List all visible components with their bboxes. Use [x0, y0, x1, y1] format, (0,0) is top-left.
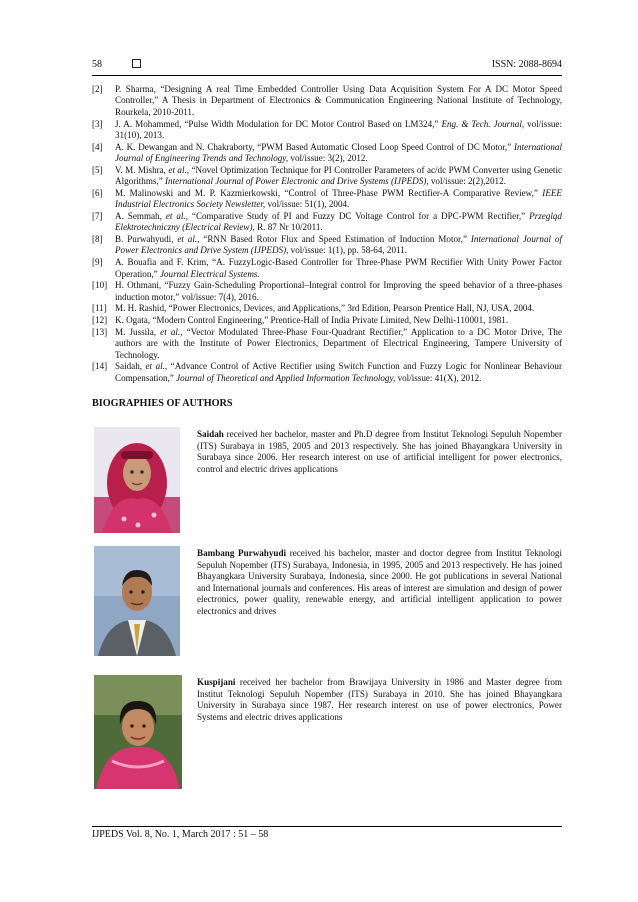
reference-number: [9]	[92, 257, 103, 268]
reference-venue: Przegląd Elektrotechniczny (Electrical Review)	[115, 210, 562, 233]
reference-text: Saidah,	[115, 361, 146, 372]
reference-text: , R. 87 Nr 10/2011.	[252, 222, 323, 233]
page-footer: IJPEDS Vol. 8, No. 1, March 2017 : 51 – 58	[92, 829, 269, 840]
author-photo-icon	[94, 546, 180, 656]
reference-number: [14]	[92, 361, 108, 372]
reference-text: vol/issue: 51(1), 2004.	[265, 199, 350, 210]
reference-number: [10]	[92, 280, 108, 291]
author-bio-text-3	[197, 677, 562, 723]
reference-text: , “Vector Modulated Three-Phase Four-Quadrant Rectifier,” Application to a DC Motor Drive, The authors are with the Institute of Power Electronics, Department of Electrical Engineering, Tampere University of Technology.	[115, 326, 562, 360]
reference-text: vol/issue: 41(X), 2012.	[395, 372, 482, 383]
reference-venue: et al.	[165, 210, 186, 221]
author-name-1: Saidah	[197, 429, 224, 439]
author-name-3: Kuspijani	[197, 677, 236, 687]
reference-text: K. Ogata, “Modern Control Engineering,” Prentice-Hall of India Private Limited, New Delhi-110001, 1981.	[115, 315, 509, 326]
author-description-2: received his bachelor, master and doctor degree from Institut Teknologi Sepuluh Nopember (ITS) Surabaya, Indonesia, in 1995, 2005 and 2013 respectively. He has joined Bhayangkara University Surabaya, Indonesia, since 2000. He got publications in several National and International journals and conferences. His areas of interest are simulation and design of power electronics, power quality, renewable energy, and artificial intelligent application to power electronics and drives	[197, 548, 562, 616]
reference-text: H. Othmani, “Fuzzy Gain-Scheduling Proportional–Integral control for Improving the speed behavior of a three-phases induction motor,” vol/issue: 7(4), 2016.	[115, 280, 562, 302]
reference-venue: International Journal of Power Electronics and Drive System (IJPEDS),	[115, 234, 562, 256]
author-photo-icon	[94, 427, 180, 533]
author-photo-icon	[94, 675, 182, 789]
reference-number: [2]	[92, 84, 103, 94]
author-bio-text-1	[197, 429, 562, 475]
issn-label: ISSN: 2088-8694	[491, 59, 562, 70]
biographies-heading: BIOGRAPHIES OF AUTHORS	[92, 398, 233, 409]
reference-venue: et al.	[145, 361, 165, 372]
reference-item	[92, 361, 562, 384]
author-bio-text-2	[197, 548, 562, 618]
reference-text: vol/issue: 2(2),2012.	[428, 176, 506, 187]
reference-text: A. Semmah,	[115, 210, 166, 221]
reference-number: [13]	[92, 326, 108, 337]
page-number: 58	[92, 59, 102, 70]
author-photo-3	[94, 675, 182, 789]
author-photo-1	[94, 427, 180, 533]
reference-number: [8]	[92, 234, 103, 245]
reference-item	[92, 303, 562, 314]
reference-venue: Eng. & Tech. Journal,	[441, 118, 525, 129]
reference-venue: Journal of Theoretical and Applied Information Technology,	[176, 372, 396, 383]
author-description-1: received her bachelor, master and Ph.D degree from Institut Teknologi Sepuluh Nopember (ITS) Surabaya in 1985, 2005 and 2013 respectively. She has joined Bhayangkara University in Surabaya since 2006. Her research interest on use of artificial intelligent for power electronics, control and electric drives applications	[197, 429, 562, 474]
reference-text: , “Comparative Study of PI and Fuzzy DC Voltage Control for a DPC-PWM Rectifier,”	[185, 210, 530, 221]
reference-item	[92, 142, 562, 165]
reference-text: , “Advance Control of Active Rectifier using Switch Function and Fuzzy Logic for Nonlinear Behaviour Compensation,”	[115, 361, 562, 383]
reference-number: [3]	[92, 118, 103, 129]
reference-item	[92, 280, 562, 303]
reference-text: ., “Novel Optimization Technique for PI Controller Parameters of ac/dc PWM Converter using Genetic Algorithms,”	[115, 164, 563, 187]
reference-item	[92, 165, 562, 188]
reference-number: [5]	[92, 164, 103, 175]
reference-list	[92, 84, 562, 384]
author-description-3: received her bachelor from Brawijaya University in 1986 and Master degree from Institut Teknologi Sepuluh Nopember (ITS) Surabaya in 2010. She has joined Bhayangkara University in Surabaya since 1987. Her research interest on use of power electronics, Power Systems and electric drives applications	[197, 677, 562, 722]
reference-venue: International Journal of Engineering Trends and Technology,	[115, 141, 562, 164]
reference-text: vol/issue: 1(1), pp. 58-64, 2011.	[288, 245, 408, 256]
footer-rule	[92, 826, 562, 827]
reference-number: [12]	[92, 315, 108, 326]
square-bullet-icon	[132, 59, 141, 68]
reference-text: M. H. Rashid, “Power Electronics, Devices, and Applications,” 3rd Edition, Pearson Prentice Hall, NJ, USA, 2004.	[115, 303, 535, 314]
reference-venue: et al.	[160, 326, 181, 337]
reference-venue: et al.	[177, 234, 198, 245]
reference-number: [6]	[92, 187, 103, 198]
reference-number: [11]	[92, 303, 107, 314]
reference-item	[92, 211, 562, 234]
reference-text: A. K. Dewangan and N. Chakraborty, “PWM Based Automatic Closed Loop Speed Control of DC Motor,”	[115, 141, 514, 152]
reference-number: [7]	[92, 210, 103, 221]
reference-item	[92, 84, 562, 118]
reference-text: B. Purwahyudi,	[115, 234, 178, 245]
reference-item	[92, 257, 562, 280]
reference-text: V. M. Mishra,	[115, 164, 169, 175]
header-rule	[92, 75, 562, 76]
reference-item	[92, 315, 562, 326]
reference-venue: Journal Electrical Systems.	[159, 268, 260, 279]
reference-text: J. A. Mohammed, “Pulse Width Modulation for DC Motor Control Based on LM324,”	[115, 118, 442, 129]
reference-text: A. Bouafia and F. Krim, “A. FuzzyLogic-Based Controller for Three-Phase PWM Rectifier With Unity Power Factor Operation,”	[115, 257, 562, 279]
reference-text: vol/issue: 3(2), 2012.	[288, 153, 368, 164]
reference-venue: International Journal of Power Electronic and Drive Systems (IJPEDS),	[165, 176, 429, 187]
reference-number: [4]	[92, 141, 103, 152]
reference-item	[92, 327, 562, 361]
author-photo-2	[94, 546, 180, 656]
reference-item	[92, 119, 562, 142]
reference-item	[92, 234, 562, 257]
reference-text: M. Malinowski and M. P. Kazmierkowski, “Control of Three-Phase PWM Rectifier-A Comparative Review,”	[115, 187, 543, 198]
author-name-2: Bambang Purwahyudi	[197, 548, 287, 558]
reference-venue: IEEE Industrial Electronics Society Newsletter,	[115, 187, 562, 210]
reference-text: vol/issue: 31(10), 2013.	[115, 118, 562, 140]
reference-text: , “RNN Based Rotor Flux and Speed Estimation of Induction Motor,”	[197, 234, 471, 245]
reference-text: M. Jussila,	[115, 326, 161, 337]
reference-item	[92, 188, 562, 211]
reference-text: P. Sharma, “Designing A real Time Embedded Controller Using Data Acquisition System For A DC Motor Speed Controller,” A Thesis in Department of Electronics & Communication Engineering National Institute of Technology, Rourkela, 2010-2011.	[115, 84, 562, 117]
reference-venue: et al	[168, 164, 185, 175]
